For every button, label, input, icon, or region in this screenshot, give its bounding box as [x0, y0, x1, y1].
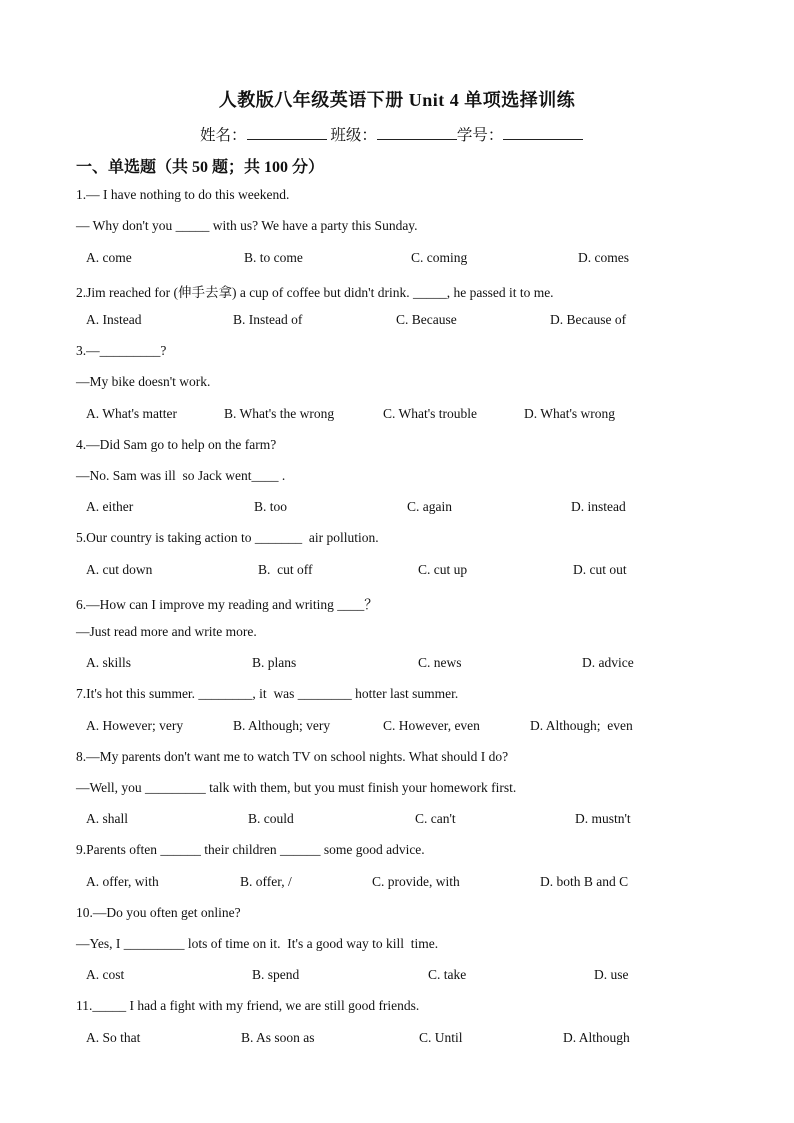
question-8-option-b[interactable]: B. could	[248, 811, 294, 826]
question-1-line-2: — Why don't you _____ with us? We have a party this Sunday.	[76, 218, 418, 233]
question-3-option-d[interactable]: D. What's wrong	[524, 406, 616, 421]
question-9-option-a[interactable]: A. offer, with	[86, 874, 159, 889]
question-9-line-1: 9.Parents often ______ their children ______ some good advice.	[76, 842, 425, 857]
question-4-option-d[interactable]: D. instead	[571, 499, 626, 514]
question-8-option-d[interactable]: D. mustn't	[575, 811, 631, 826]
question-7-option-d[interactable]: D. Although; even	[530, 718, 633, 733]
question-5-line-1: 5.Our country is taking action to _______ air pollution.	[76, 530, 379, 545]
question-2-line-1: 2.Jim reached for (伸手去拿) a cup of coffee but didn't drink. _____, he passed it to me.	[76, 285, 554, 300]
question-6-option-b[interactable]: B. plans	[252, 655, 297, 670]
section-heading: 一、单选题（共 50 题；共 100 分）	[76, 159, 325, 176]
question-10-option-d[interactable]: D. use	[594, 967, 629, 982]
question-6-option-c[interactable]: C. news	[418, 655, 462, 670]
question-3-line-2: —My bike doesn't work.	[76, 374, 211, 389]
question-10-line-1: 10.—Do you often get online?	[76, 905, 241, 920]
question-4-option-b[interactable]: B. too	[254, 499, 288, 514]
question-6-line-2: —Just read more and write more.	[76, 624, 257, 639]
question-2-option-d[interactable]: D. Because of	[550, 312, 627, 327]
question-3-option-b[interactable]: B. What's the wrong	[224, 406, 335, 421]
name-label: 姓名：	[200, 127, 247, 144]
question-4-option-a[interactable]: A. either	[86, 499, 134, 514]
question-3-option-c[interactable]: C. What's trouble	[383, 406, 478, 421]
question-4-line-2: —No. Sam was ill so Jack went____ .	[76, 468, 286, 483]
question-8-option-c[interactable]: C. can't	[415, 811, 456, 826]
question-8-line-2: —Well, you _________ talk with them, but you must finish your homework first.	[76, 780, 517, 795]
question-7-option-c[interactable]: C. However, even	[383, 718, 480, 733]
question-11-option-d[interactable]: D. Although	[563, 1030, 630, 1045]
question-10-option-b[interactable]: B. spend	[252, 967, 300, 982]
question-8-line-1: 8.—My parents don't want me to watch TV on school nights. What should I do?	[76, 749, 509, 764]
question-9-option-b[interactable]: B. offer, /	[240, 874, 292, 889]
question-6-option-d[interactable]: D. advice	[582, 655, 634, 670]
question-5-option-b[interactable]: B. cut off	[258, 562, 313, 577]
question-4-option-c[interactable]: C. again	[407, 499, 452, 514]
question-6-option-a[interactable]: A. skills	[86, 655, 132, 670]
question-9-option-c[interactable]: C. provide, with	[372, 874, 460, 889]
question-11-option-b[interactable]: B. As soon as	[241, 1030, 315, 1045]
question-11-option-c[interactable]: C. Until	[419, 1030, 463, 1045]
class-label: 班级：	[330, 127, 377, 144]
question-10-line-2: —Yes, I _________ lots of time on it. It's a good way to kill time.	[76, 936, 439, 951]
question-5-option-a[interactable]: A. cut down	[86, 562, 153, 577]
question-7-line-1: 7.It's hot this summer. ________, it was ________ hotter last summer.	[76, 686, 459, 701]
question-1-option-d[interactable]: D. comes	[578, 250, 629, 265]
question-2-option-b[interactable]: B. Instead of	[233, 312, 303, 327]
question-6-line-1: 6.—How can I improve my reading and writing ____？	[76, 597, 378, 612]
question-2-option-a[interactable]: A. Instead	[86, 312, 142, 327]
question-3-option-a[interactable]: A. What's matter	[86, 406, 178, 421]
question-3-line-1: 3.—_________?	[76, 343, 167, 358]
question-1-option-a[interactable]: A. come	[86, 250, 132, 265]
question-10-option-a[interactable]: A. cost	[86, 967, 125, 982]
question-1-option-b[interactable]: B. to come	[244, 250, 303, 265]
question-4-line-1: 4.—Did Sam go to help on the farm?	[76, 437, 277, 452]
question-2-option-c[interactable]: C. Because	[396, 312, 457, 327]
page-title: 人教版八年级英语下册 Unit 4 单项选择训练	[218, 90, 576, 110]
question-7-option-b[interactable]: B. Although; very	[233, 718, 331, 733]
question-1-line-1: 1.— I have nothing to do this weekend.	[76, 187, 290, 202]
student-info-row	[200, 123, 583, 145]
question-11-option-a[interactable]: A. So that	[86, 1030, 141, 1045]
question-5-option-c[interactable]: C. cut up	[418, 562, 468, 577]
id-blank[interactable]	[503, 125, 583, 140]
question-1-option-c[interactable]: C. coming	[411, 250, 468, 265]
name-blank[interactable]	[247, 125, 327, 140]
question-9-option-d[interactable]: D. both B and C	[540, 874, 629, 889]
id-label: 学号：	[456, 127, 504, 144]
question-8-option-a[interactable]: A. shall	[86, 811, 128, 826]
class-blank[interactable]	[377, 125, 457, 140]
question-10-option-c[interactable]: C. take	[428, 967, 467, 982]
question-5-option-d[interactable]: D. cut out	[573, 562, 627, 577]
question-7-option-a[interactable]: A. However; very	[86, 718, 184, 733]
question-11-line-1: 11._____ I had a fight with my friend, we are still good friends.	[76, 998, 420, 1013]
